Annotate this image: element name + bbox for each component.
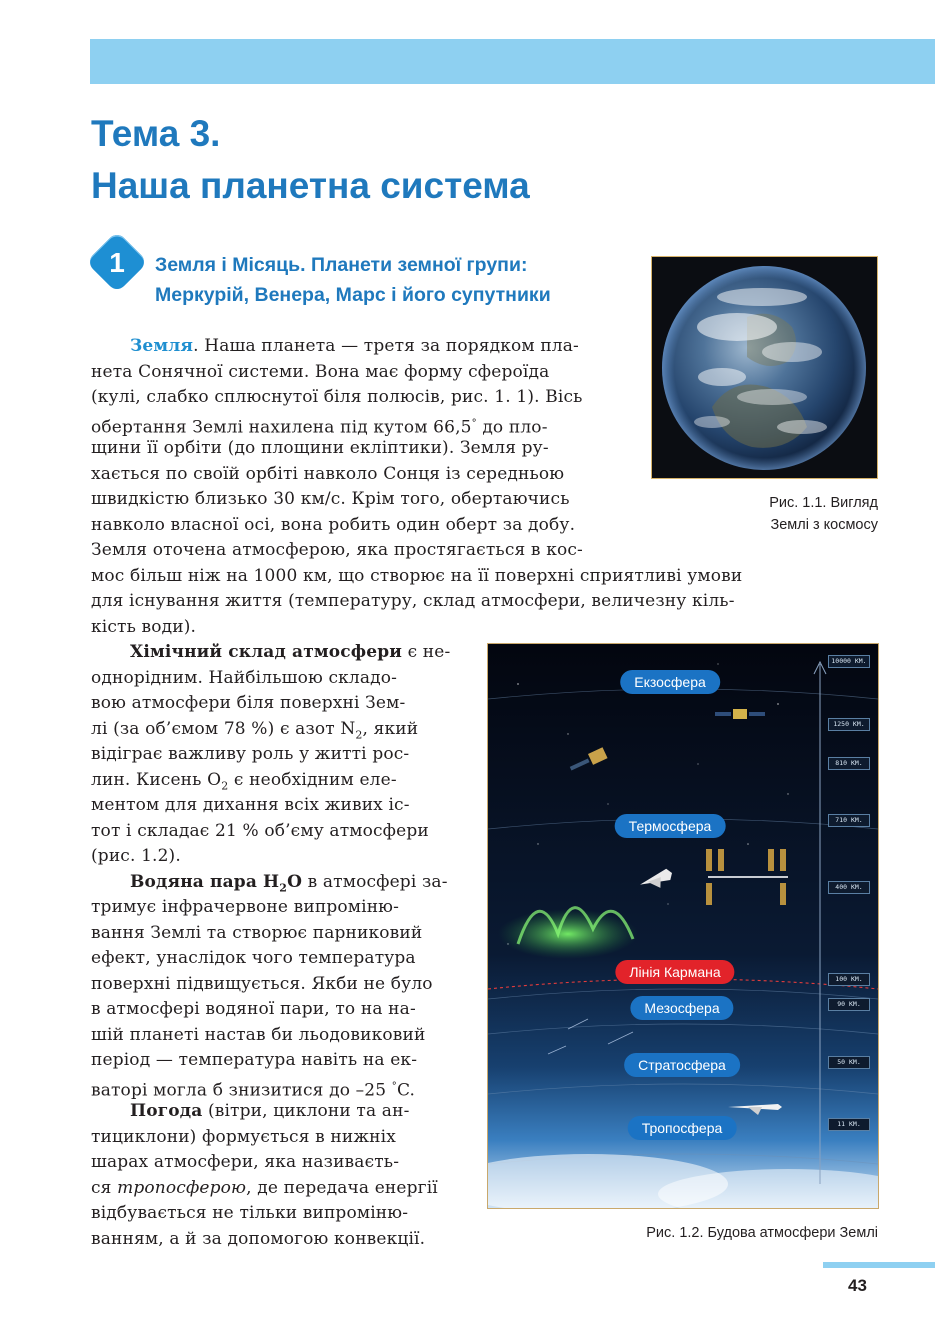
page-number-bar [823,1262,935,1268]
page-number: 43 [848,1276,867,1295]
para1-line-7: швидкістю близько 30 км/с. Крім того, обертаючись [91,489,570,509]
layer-label-mesosphere: Мезосфера [630,996,733,1020]
atmosphere-structure-image [487,643,879,1209]
para2-line-1: Хімічний склад атмосфери є не- [130,642,451,662]
para1-line-4: обертання Землі нахилена під кутом 66,5° до пло- [91,417,548,438]
section-title-line-1: Земля і Місяць. Планети земної групи: [155,254,528,276]
header-band [90,39,935,84]
figure-2-caption: Рис. 1.2. Будова атмосфери Землі [646,1225,878,1241]
layer-label-thermosphere: Термосфера [615,814,726,838]
para4-line-4: ся тропосферою, де передача енергії [91,1178,438,1198]
para1-line-12: кість води). [91,617,197,637]
figure-1-caption-line-2: Землі з космосу [770,517,878,533]
term-earth: Земля [130,336,194,356]
para4-line-5: відбувається не тільки випроміню- [91,1203,409,1223]
altitude-tick: 1250 KM. [828,718,870,731]
para1-line-5: щини її орбіти (до площини екліптики). Земля ру- [91,438,549,458]
para1-line-6: хається по своїй орбіті навколо Сонця із середньою [91,464,565,484]
para1-line-8: навколо власної осі, вона робить один оберт за добу. [91,515,576,535]
para3-line-1: Водяна пара $H_2O$ в атмосфері за- [130,872,448,895]
layer-label-troposphere: Тропосфера [628,1116,737,1140]
para1-line-3: (кулі, слабко сплюснутої біля полюсів, рис. 1. 1). Вісь [91,387,583,407]
section-number: 1 [109,247,125,278]
para2-line-4: лі (за об’ємом 78 %) є азот $N_2$, який [91,719,419,742]
para2-line-8: тот і складає 21 % об’єму атмосфери [91,821,429,841]
figure-1-caption-line-1: Рис. 1.1. Вигляд [769,495,878,511]
para4-line-6: ванням, а й за допомогою конвекції. [91,1229,426,1249]
para3-line-8: період — температура навіть на ек- [91,1050,418,1070]
para3-line-3: вання Землі та створює парниковий [91,923,423,943]
para2-line-5: відіграє важливу роль у житті рос- [91,744,410,764]
para3-line-7: шій планеті настав би льодовиковий [91,1025,426,1045]
para3-line-4: ефект, унаслідок чого температура [91,948,416,968]
para3-line-6: в атмосфері водяної пари, то на на- [91,999,416,1019]
para4-line-1: Погода (вітри, циклони та ан- [130,1101,410,1121]
figure-1-caption [700,492,878,536]
layer-label-karman-line: Лінія Кармана [615,960,734,984]
altitude-tick: 100 KM. [828,973,870,986]
para1-line-10: мос більш ніж на 1000 км, що створює на її поверхні сприятливі умови [91,566,743,586]
layer-label-stratosphere: Стратосфера [624,1053,740,1077]
para4-line-2: тициклони) формується в нижніх [91,1127,396,1147]
altitude-tick: 810 KM. [828,757,870,770]
altitude-tick: 50 KM. [828,1056,870,1069]
earth-from-space-image [651,256,878,479]
para1-line-2: нета Сонячної системи. Вона має форму сфероїда [91,362,550,382]
para3-line-2: тримує інфрачервоне випроміню- [91,897,400,917]
para2-line-2: однорідним. Найбільшою складо- [91,668,398,688]
para1-line-11: для існування життя (температуру, склад атмосфери, величезну кіль- [91,591,735,611]
para2-line-6: лин. Кисень $O_2$ є необхідним еле- [91,770,397,793]
theme-title [91,108,530,212]
altitude-tick: 11 KM. [828,1118,870,1131]
layer-label-exosphere: Екзосфера [620,670,720,694]
section-title-line-2: Меркурій, Венера, Марс і його супутники [155,284,551,306]
para3-line-9: ваторі могла б знизитися до –25 °C. [91,1080,416,1101]
altitude-tick: 10000 KM. [828,655,870,668]
para3-line-5: поверхні підвищується. Якби не було [91,974,433,994]
para2-line-9: (рис. 1.2). [91,846,181,866]
para1-line-1: Земля. Наша планета — третя за порядком пла- [130,336,579,356]
para4-line-3: шарах атмосфери, яка називаєть- [91,1152,400,1172]
theme-title-line-2: Наша планетна система [91,165,530,206]
section-title [155,250,551,310]
theme-title-line-1: Тема 3. [91,113,221,154]
altitude-tick: 400 KM. [828,881,870,894]
altitude-tick: 710 KM. [828,814,870,827]
para2-line-3: вою атмосфери біля поверхні Зем- [91,693,406,713]
altitude-tick: 90 KM. [828,998,870,1011]
para2-line-7: ментом для дихання всіх живих іс- [91,795,410,815]
para1-line-9: Земля оточена атмосферою, яка простягається в кос- [91,540,583,560]
